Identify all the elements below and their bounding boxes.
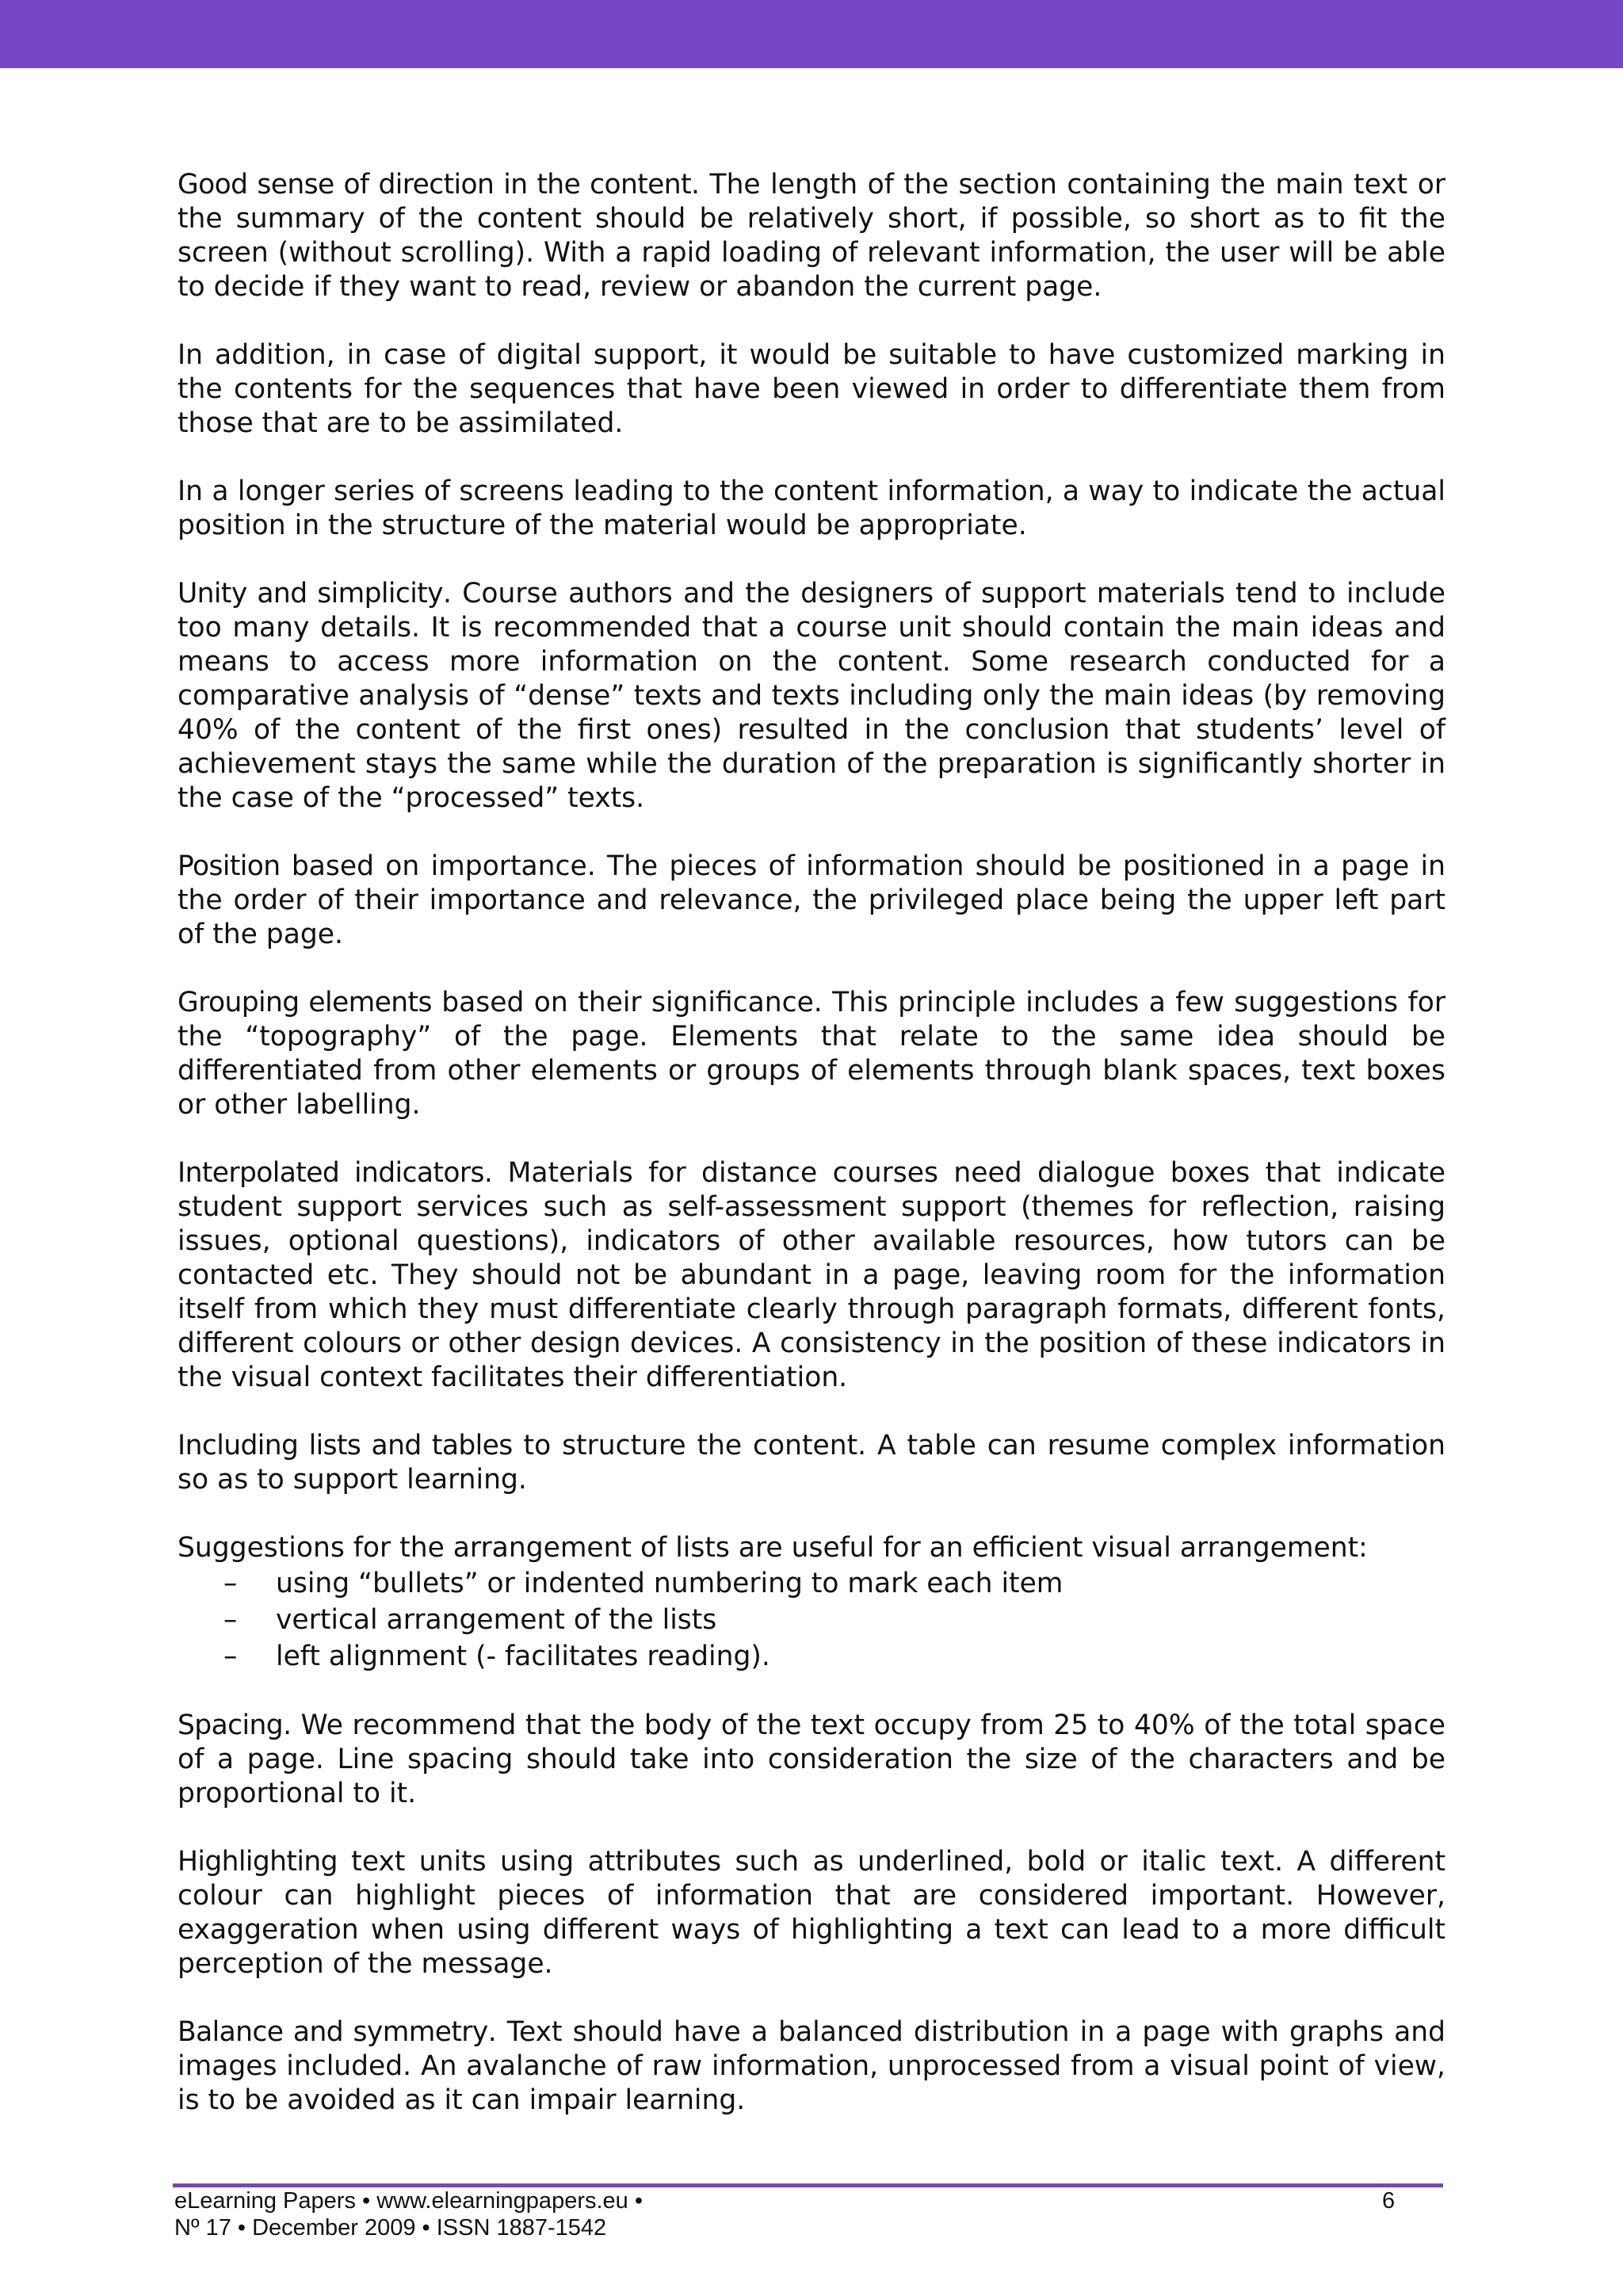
- list-item: [178, 1602, 1445, 1638]
- footer-publication-line: eLearning Papers • www.elearningpapers.eu •: [174, 2188, 643, 2214]
- list-item-text: left alignment (- facilitates reading).: [276, 1641, 770, 1672]
- term-grouping: Grouping elements: [178, 987, 432, 1018]
- dash-bullet-icon: –: [223, 1604, 238, 1636]
- paragraph-indicators-text: Materials for distance courses need dialogue boxes that indicate student support services such as self-assessment support (themes for reflection, raising issues, optional questions), indicators of other available resources, how tutors can be contacted etc. They should not be abundant in a page, leaving room for the information itself from which they must differentiate clearly through paragraph formats, different fonts, different colours or other design devices. A consistency in the position of these indicators in the visual context facilitates their differentiation.: [178, 1157, 1445, 1393]
- paragraph-balance: [178, 2015, 1445, 2118]
- footer-issue-line: Nº 17 • December 2009 • ISSN 1887-1542: [174, 2215, 607, 2241]
- list-item: [178, 1638, 1445, 1675]
- paragraph-unity-text: . Course authors and the designers of support materials tend to include too many details. It is recommended that a course unit should contain the main ideas and means to access more information on the content. Some research conducted for a comparative analysis of “dense” texts and texts including only the main ideas (by removing 40% of the content of the first ones) resulted in the conclusion that students’ level of achievement stays the same while the duration of the preparation is significantly shorter in the case of the “processed” texts.: [178, 578, 1445, 814]
- list-item: [178, 1565, 1445, 1602]
- paragraph-indicators: [178, 1156, 1445, 1395]
- paragraph-position-text: based on importance. The pieces of information should be positioned in a page in the order of their importance and relevance, the privileged place being the upper left part of the page.: [178, 850, 1445, 950]
- paragraph-spacing: [178, 1709, 1445, 1811]
- paragraph-grouping-text: based on their significance. This principle includes a few suggestions for the “topography” of the page. Elements that relate to the same idea should be differentiated from other elements or groups of elements through blank spaces, text boxes or other labelling.: [178, 987, 1445, 1121]
- list-item-text: using “bullets” or indented numbering to mark each item: [276, 1568, 1064, 1599]
- paragraph-direction-text: . The length of the section containing the main text or the summary of the content should be relatively short, if possible, so short as to fit the screen (without scrolling). With a rapid loading of relevant information, the user will be able to decide if they want to read, review or abandon the current page.: [178, 169, 1445, 303]
- paragraph-list-suggestions-text: Suggestions for the arrangement of lists are useful for an efficient visual arrangement:: [178, 1532, 1368, 1564]
- paragraph-highlighting-text: text units using attributes such as underlined, bold or italic text. A different colour can highlight pieces of information that are considered important. However, exaggeration when using different ways of highlighting a text can lead to a more difficult perception of the message.: [178, 1846, 1445, 1980]
- term-direction: Good sense of direction in the content: [178, 169, 692, 201]
- page-footer: [174, 2187, 1442, 2241]
- term-indicators: Interpolated indicators.: [178, 1157, 493, 1189]
- paragraph-highlighting: [178, 1845, 1445, 1981]
- paragraph-position: [178, 850, 1445, 952]
- term-highlighting: Highlighting: [178, 1846, 338, 1878]
- paragraph-digital-support-text: In addition, in case of digital support, it would be suitable to have customized marking in the contents for the sequences that have been viewed in order to differentiate them from those that are to be assimilated.: [178, 339, 1445, 439]
- paragraph-lists-tables: [178, 1429, 1445, 1497]
- paragraph-grouping: [178, 986, 1445, 1122]
- paragraph-lists-tables-text: to structure the content. A table can resume complex information so as to support learning.: [178, 1430, 1445, 1496]
- term-unity: Unity and simplicity: [178, 578, 443, 609]
- paragraph-unity: [178, 577, 1445, 816]
- paragraph-spacing-text: . We recommend that the body of the text occupy from 25 to 40% of the total space of a page. Line spacing should take into consideration the size of the characters and be proportional to it.: [178, 1710, 1445, 1809]
- dash-bullet-icon: –: [223, 1641, 238, 1672]
- paragraph-list-suggestions: [178, 1531, 1445, 1565]
- term-balance: Balance and symmetry: [178, 2016, 488, 2048]
- header-color-bar: [0, 0, 1623, 68]
- page-number: 6: [1382, 2188, 1396, 2214]
- dash-bullet-icon: –: [223, 1568, 238, 1599]
- document-body: [178, 168, 1445, 2152]
- term-spacing: Spacing: [178, 1710, 284, 1741]
- paragraph-direction: [178, 168, 1445, 304]
- paragraph-series-of-screens-text: In a longer series of screens leading to the content information, a way to indicate the actual position in the structure of the material would be appropriate.: [178, 476, 1445, 541]
- paragraph-series-of-screens: [178, 475, 1445, 543]
- term-position: Position: [178, 850, 281, 882]
- paragraph-balance-text: . Text should have a balanced distribution in a page with graphs and images included. An avalanche of raw information, unprocessed from a visual point of view, is to be avoided as it can impair learning.: [178, 2016, 1445, 2116]
- suggestion-list: [178, 1565, 1445, 1675]
- paragraph-digital-support: [178, 338, 1445, 441]
- term-lists-tables: Including lists and tables: [178, 1430, 513, 1461]
- list-item-text: vertical arrangement of the lists: [276, 1604, 717, 1636]
